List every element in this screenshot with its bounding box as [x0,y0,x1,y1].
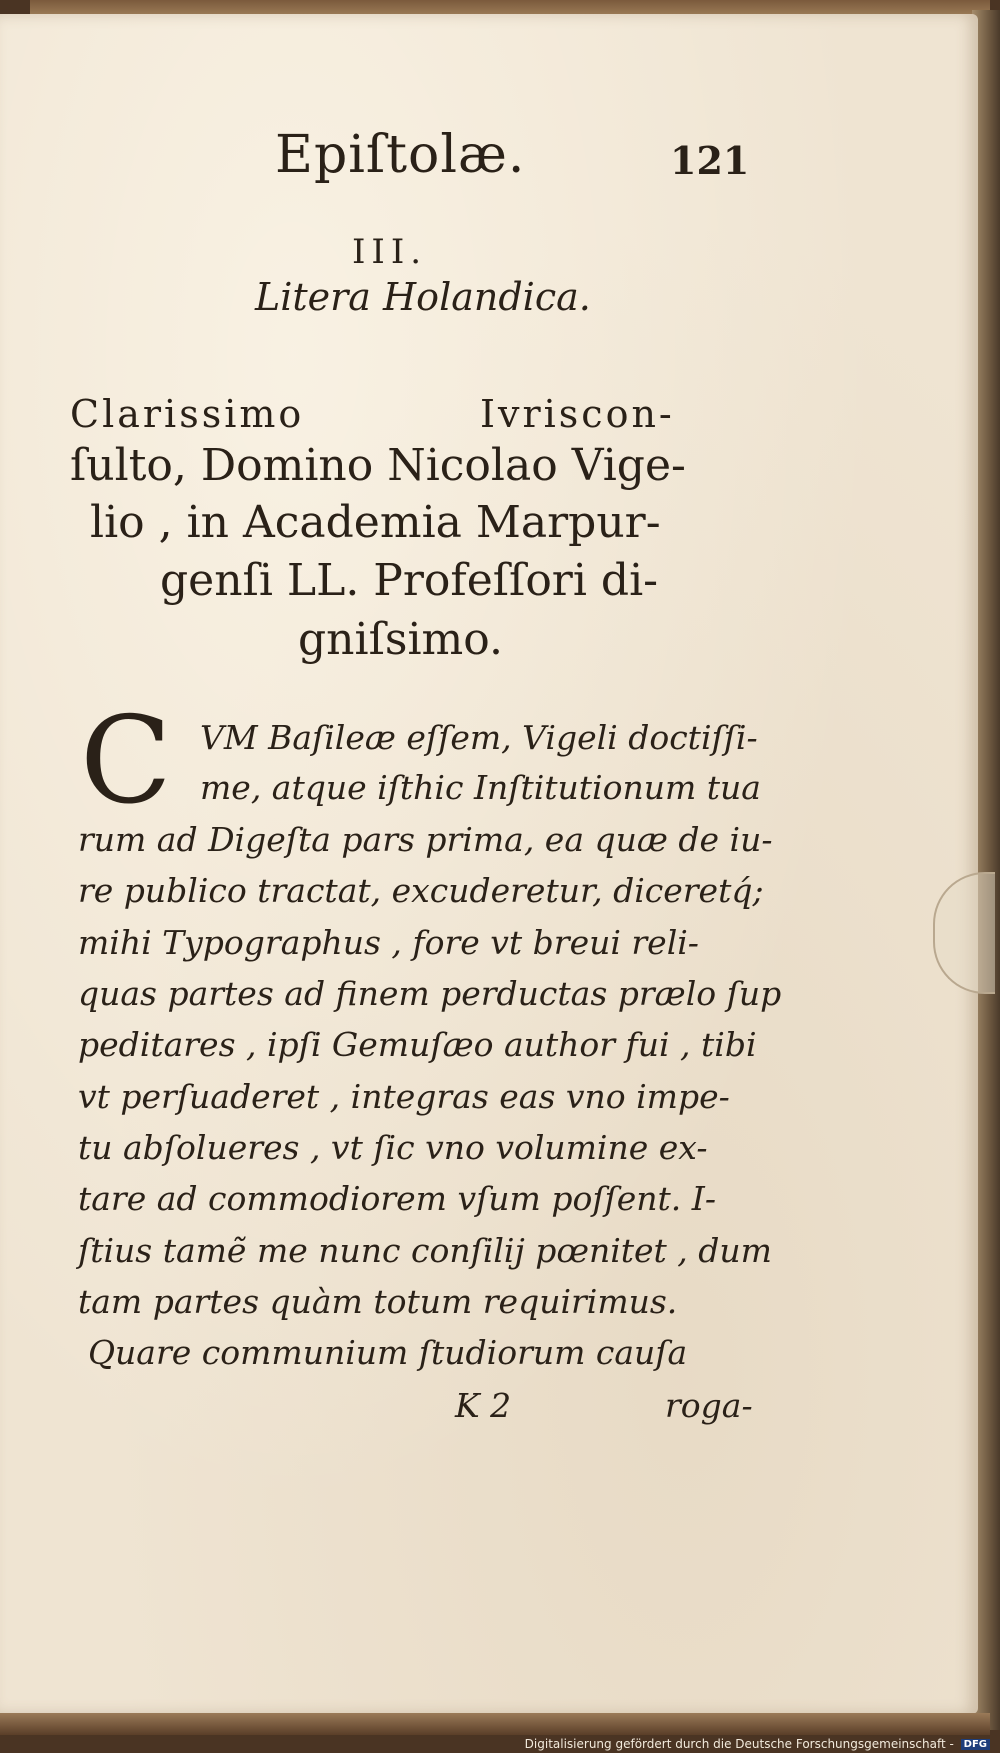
folio-number: 121 [670,138,750,183]
body-line-8: vt perſuaderet , integras eas vno impe- [78,1077,730,1116]
address-line-2: ſulto, Domino Nicolao Vige- [70,440,686,491]
body-line-11: ſtius tamẽ me nunc conſilij pœnitet , dum [78,1231,772,1270]
letter-subtitle: Litera Holandica. [255,275,591,319]
body-line-3: rum ad Digeſta pars prima, ea quæ de iu- [78,820,773,859]
address-line-4: genſi LL. Profeſſori di- [160,555,659,606]
running-head: Epiſtolæ. [275,125,526,185]
body-line-10: tare ad commodiorem vſum poſſent. I- [78,1179,716,1218]
address-line-1b: Ivriscon- [480,392,675,436]
catchword: roga- [665,1386,753,1425]
address-line-3: lio , in Academia Marpur- [90,497,661,548]
drop-cap: C [80,692,172,831]
book-bottom-edge [0,1713,990,1735]
signature-mark: K 2 [455,1386,512,1425]
credit-text: Digitalisierung gefördert durch die Deutsche Forschungsgemeinschaft - [524,1737,954,1751]
body-line-13: Quare communium ſtudiorum cauſa [88,1333,688,1372]
body-line-4: re publico tractat, excuderetur, diceretq́; [78,871,764,910]
body-line-1: VM Baſileæ eſſem, Vigeli doctiſſi- [200,718,758,757]
dfg-logo-icon: DFG [961,1739,990,1750]
body-line-6: quas partes ad finem perductas prælo ſup [78,974,782,1013]
address-line-1a: Clarissimo [70,392,305,436]
letter-number: III. [352,232,428,272]
digitization-credit [525,1737,990,1751]
address-line-5: gniſsimo. [298,614,503,665]
page-paper [0,14,978,1714]
body-line-9: tu abſolueres , vt ſic vno volumine ex- [78,1128,708,1167]
body-line-12: tam partes quàm totum requirimus. [78,1282,678,1321]
body-line-7: peditares , ipſi Gemuſæo author fui , tibi [78,1025,757,1064]
body-line-5: mihi Typographus , fore vt breui reli- [78,923,699,962]
body-line-2: me, atque iſthic Inſtitutionum tua [200,768,761,807]
